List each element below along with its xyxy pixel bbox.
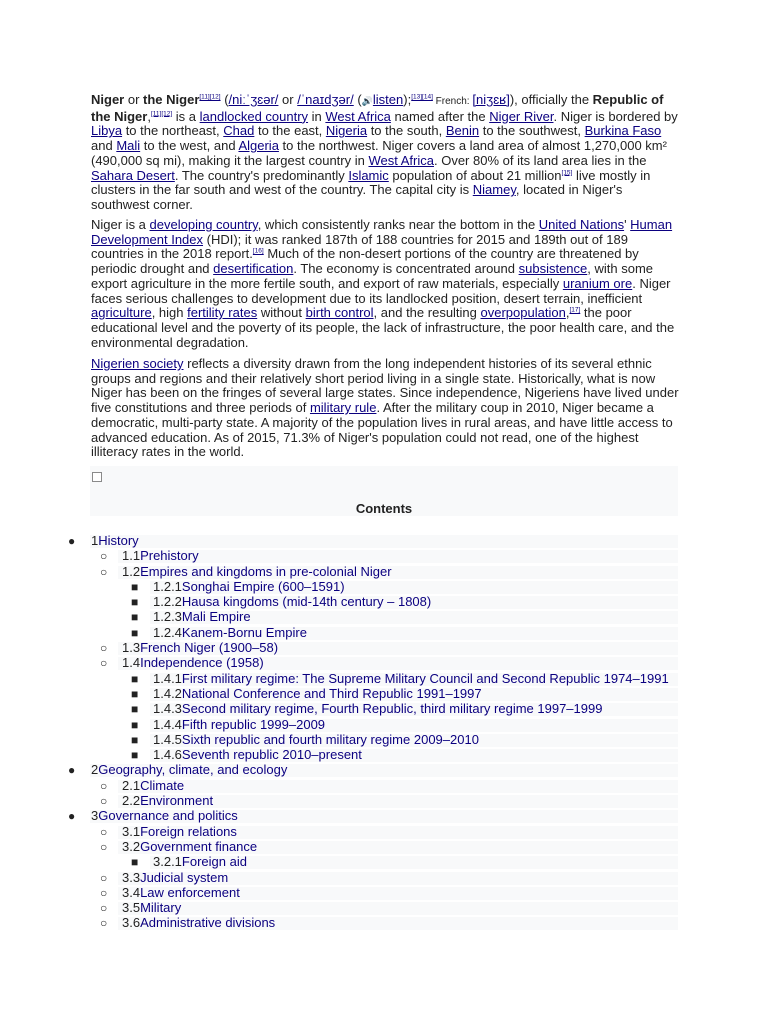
toc-label[interactable]: First military regime: The Supreme Military Council and Second Republic 1974–1991 [181,670,669,686]
toc-link[interactable] [91,763,287,778]
bullet-icon: ○ [100,916,108,931]
toc-link[interactable] [122,565,392,580]
article-link[interactable]: Nigeria [325,123,368,139]
article-link[interactable]: Mali [116,138,141,154]
article-link[interactable]: overpopulation [480,305,566,321]
citation-ref[interactable]: [11][12] [150,110,173,118]
citation-ref[interactable]: [17] [569,306,581,314]
article-link[interactable]: birth control [305,305,374,321]
toc-label[interactable]: Empires and kingdoms in pre-colonial Niger [140,563,392,579]
toc-number: 1.4.3 [153,701,182,717]
text-run: population of about 21 million [388,167,562,183]
toc-item[interactable] [0,687,768,702]
bold-text: Republic of the Niger [91,92,664,124]
text-run: ); [403,92,412,107]
bullet-icon: ● [68,809,76,824]
toc-number: 1.1 [122,548,141,564]
toc-item[interactable] [0,763,768,778]
bullet-icon: ○ [100,885,108,900]
toc-number: 3.1 [122,823,141,839]
toc-label[interactable]: Climate [140,777,185,793]
toc-number: 3.2.1 [153,854,182,870]
toc-item[interactable] [0,534,768,549]
toc-item[interactable] [0,656,768,671]
article-link[interactable]: United Nations [538,217,625,232]
text-run: , [565,305,570,321]
article-link[interactable]: Sahara Desert [91,167,175,183]
toc-label[interactable]: Geography, climate, and ecology [98,762,288,778]
text-run: , [147,108,151,124]
society-paragraph [91,357,680,460]
bold-text: Niger [91,92,125,107]
article-link[interactable]: Niger River [489,108,554,124]
bullet-icon: ○ [100,641,108,656]
toc-link[interactable] [153,626,307,641]
toc-label[interactable]: Law enforcement [140,884,240,900]
toc-item[interactable] [0,626,768,641]
toc-label[interactable]: Foreign relations [140,823,237,839]
text-run: or [278,92,298,107]
toc-link[interactable] [122,641,278,656]
text-run: French: [432,96,473,107]
toc-link[interactable] [122,871,228,886]
bullet-icon: ■ [131,702,139,717]
toc-item-bg [118,902,678,915]
text-run: . Niger faces serious challenges to development due to its landlocked position, desert terrain, inefficient [91,275,671,306]
toc-item[interactable] [0,809,768,824]
text-run: live mostly in clusters in the far south and west of the country. The capital city is [91,167,651,198]
toc-label[interactable]: French Niger (1900–58) [140,640,279,656]
bullet-icon: ■ [131,855,139,870]
toc-item[interactable] [0,565,768,580]
article-link[interactable]: Libya [91,123,123,139]
development-paragraph [91,218,680,350]
bullet-icon: ● [68,763,76,778]
text-run: reflects a diversity drawn from the long independent histories of its several ethnic groups and regions and their relatively short period living in a single state. Historically, what is now Niger has been on the fringes of several large states. Since independence, Nigeriens have lived under five constitutions and three periods of [91,356,679,416]
toc-label[interactable]: Kanem-Bornu Empire [181,624,307,640]
toc-link[interactable] [122,779,184,794]
bullet-icon: ○ [100,794,108,809]
toc-title: Contents [355,501,413,516]
toc-item[interactable] [0,702,768,717]
toc-label[interactable]: Second military regime, Fourth Republic, third military regime 1997–1999 [181,701,603,717]
bullet-icon: ○ [100,870,108,885]
article-link[interactable]: Burkina Faso [584,123,662,139]
toc-item[interactable] [0,672,768,687]
text-run: Niger is a [91,217,150,232]
text-run: to the northeast, [122,123,224,139]
toc-number: 3.3 [122,869,141,885]
toc-item-bg [118,777,678,793]
toc-item[interactable] [0,748,768,763]
article-link[interactable]: Algeria [238,138,279,154]
toc-item[interactable] [0,610,768,625]
text-run: to the southwest, [479,123,585,139]
text-run: is a [172,108,200,124]
bullet-icon: ○ [100,901,108,916]
toc-number: 1.4.1 [153,670,182,686]
toc-link[interactable] [153,610,251,625]
toc-number: 2.1 [122,777,141,793]
toc-label[interactable]: History [98,533,139,548]
toc-label[interactable]: Mali Empire [181,609,251,625]
text-run: to the west, and [140,138,239,154]
toc-link[interactable] [122,840,257,855]
text-run: ' [624,217,631,232]
article-link[interactable]: Islamic [348,167,389,183]
text-run: to the east, [254,123,326,139]
toc-number: 1.4.2 [153,685,182,701]
text-run: named after the [390,108,490,124]
toc-link[interactable] [153,672,669,687]
article-link[interactable]: [niʒɛʁ] [472,92,510,107]
toc-number: 2.2 [122,793,141,809]
toc-number: 1.2 [122,563,141,579]
bullet-icon: ○ [100,656,108,671]
text-run: in [308,108,326,124]
bullet-icon: ■ [131,717,139,732]
toc-item[interactable] [0,779,768,794]
toc-label[interactable]: Administrative divisions [140,915,276,931]
text-run: ( [353,92,362,107]
article-link[interactable]: fertility rates [187,305,258,321]
citation-ref[interactable]: [16] [252,248,264,256]
toc-item[interactable] [0,901,768,916]
text-run: to the south, [367,123,446,139]
toc-number: 1.2.4 [153,624,182,640]
toc-link[interactable] [153,580,345,595]
toc-link[interactable] [122,794,213,809]
toc-item[interactable] [0,855,768,870]
toc-label[interactable]: Military [140,900,182,916]
toc-item[interactable] [0,718,768,733]
article-link[interactable]: uranium ore [562,275,633,291]
toc-item[interactable] [0,580,768,595]
toc-number: 3.2 [122,838,141,854]
article-link[interactable]: Chad [223,123,255,139]
toc-number: 3.5 [122,900,141,916]
bullet-icon: ○ [100,824,108,839]
citation-ref[interactable]: [15] [561,169,573,177]
toc-number: 3.6 [122,915,141,931]
toc-item[interactable] [0,886,768,901]
toc-item[interactable] [0,825,768,840]
bullet-icon: ○ [100,778,108,793]
toc-item[interactable] [0,595,768,610]
text-run: to the northwest. Niger covers a land area of almost 1,270,000 km² (490,000 sq mi), making it the largest country in [91,138,667,168]
text-run: (HDI); it was ranked 187th of 188 countries for 2015 and 189th out of 189 countries in the 2018 report. [91,231,628,262]
toc-label[interactable]: Seventh republic 2010–present [181,747,362,763]
toc-label[interactable]: Environment [140,793,214,809]
article-link[interactable]: subsistence [518,261,588,277]
toc-link[interactable] [153,687,482,702]
toc-link[interactable] [122,901,181,916]
bullet-icon: ■ [131,610,139,625]
toc-label[interactable]: Fifth republic 1999–2009 [181,716,326,732]
article-link[interactable]: West Africa [325,108,391,124]
toc-item-bg [90,535,678,548]
toc-label[interactable]: Hausa kingdoms (mid-14th century – 1808) [181,594,432,610]
toc-item[interactable] [0,549,768,564]
text-run: Much of the non-desert portions of the country are threatened by periodic drought and [91,246,639,277]
bullet-icon: ● [68,534,76,548]
toc-number: 1.2.3 [153,609,182,625]
article-link[interactable]: developing country [149,217,258,232]
bullet-icon: ■ [131,625,139,640]
bullet-icon: ■ [131,732,139,747]
text-run: ( [220,92,229,107]
article-link[interactable]: /niːˈʒɛər/ [228,92,279,107]
citation-ref[interactable]: [13][14] [411,93,433,101]
toc-label[interactable]: National Conference and Third Republic 1991–1997 [181,685,482,701]
article-link[interactable]: desertification [213,261,294,277]
toc-item[interactable] [0,794,768,809]
article-link[interactable]: Niamey [472,182,516,198]
text-run: . The country's predominantly [174,167,349,183]
toc-link[interactable] [122,886,240,901]
text-run: , high [151,305,188,321]
toc-number: 1.2.2 [153,594,182,610]
toc-number: 1.4.6 [153,747,182,763]
intro-paragraph [91,93,680,213]
text-run: the poor educational level and the poverty of its people, the lack of infrastructure, the poor health care, and the environmental degradation. [91,305,675,350]
toc-number: 1.2.1 [153,578,182,594]
toc-item[interactable] [0,733,768,748]
toc-number: 3.4 [122,884,141,900]
article-link[interactable]: Nigerien society [91,356,184,371]
article-link[interactable]: listen [372,92,404,107]
text-run: without [257,305,306,321]
bullet-icon: ■ [131,579,139,594]
toc-item[interactable] [0,871,768,886]
toc-link[interactable] [122,656,264,671]
text-run: . Over 80% of its land area lies in the [433,152,647,168]
citation-ref[interactable]: [11][12] [199,93,221,101]
toc-number: 1.4 [122,655,141,671]
toc-item[interactable] [0,840,768,855]
bullet-icon: ■ [131,686,139,701]
toc-label[interactable]: Government finance [140,838,258,854]
text-run: or [124,92,144,107]
bullet-icon: ○ [100,549,108,564]
toc-label[interactable]: Judicial system [140,869,229,885]
toc-number: 1.4.4 [153,716,182,732]
text-run: , located in Niger's southwest corner. [91,182,623,212]
toc-number: 3 [91,808,99,824]
toc-number: 1.4.5 [153,731,182,747]
bullet-icon: ■ [131,671,139,686]
bullet-icon: ■ [131,748,139,763]
toc-label[interactable]: Sixth republic and fourth military regime 2009–2010 [181,731,479,747]
toc-label[interactable]: Governance and politics [98,808,238,824]
toc-link[interactable] [122,549,199,564]
bullet-icon: ○ [100,564,108,579]
bullet-icon: ■ [131,595,139,610]
text-run: . Niger is bordered by [553,108,678,124]
toc-link[interactable] [91,809,238,824]
article-link[interactable]: landlocked country [199,108,309,124]
toc-link[interactable] [153,733,479,748]
toc-link[interactable] [122,916,275,931]
toc-item[interactable] [0,916,768,931]
text-run: . After the military coup in 2010, Niger became a democratic, multi-party state. A majority of the population lives in rural areas, and have little access to advanced education. As of 2015, 71.3% of Niger's population could not read, one of the highest illiteracy rates in the world. [91,400,673,460]
toc-number: 1 [91,533,99,548]
bullet-icon: ○ [100,839,108,854]
toc-item-bg [118,550,678,563]
toc-link[interactable] [153,718,325,733]
toc-link[interactable] [153,748,362,763]
text-run: , and the resulting [373,305,481,321]
toc-link[interactable] [153,855,247,870]
toc-label[interactable]: Prehistory [140,548,199,564]
toc-link[interactable] [122,825,237,840]
article-link[interactable]: West Africa [368,152,434,168]
speaker-icon[interactable]: 🔊 [361,96,373,106]
toc-label[interactable]: Foreign aid [181,854,247,870]
article-link[interactable]: /ˈnaɪdʒər/ [297,92,354,107]
toc-number: 1.3 [122,640,141,656]
text-run: and [91,138,117,154]
text-run: ), officially the [509,92,593,107]
toc-label[interactable]: Independence (1958) [140,655,264,671]
toc-number: 2 [91,762,99,778]
bold-text: the Niger [143,92,200,107]
article-link[interactable]: military rule [309,400,377,416]
text-run: . The economy is concentrated around [293,261,519,277]
toc-toggle-checkbox[interactable] [92,472,102,482]
article-link[interactable]: Human Development Index [91,217,673,247]
toc-item[interactable] [0,641,768,656]
toc-list [0,534,768,932]
article-link[interactable]: agriculture [91,305,152,321]
text-run: , with some export agriculture in the more fertile south, and export of raw materials, especially [91,261,654,291]
toc-label[interactable]: Songhai Empire (600–1591) [181,578,345,594]
toc-link[interactable] [153,702,602,717]
article-link[interactable]: Benin [445,123,480,139]
text-run: , which consistently ranks near the bottom in the [257,217,539,232]
toc-link[interactable] [153,595,431,610]
toc-link[interactable] [91,534,139,549]
